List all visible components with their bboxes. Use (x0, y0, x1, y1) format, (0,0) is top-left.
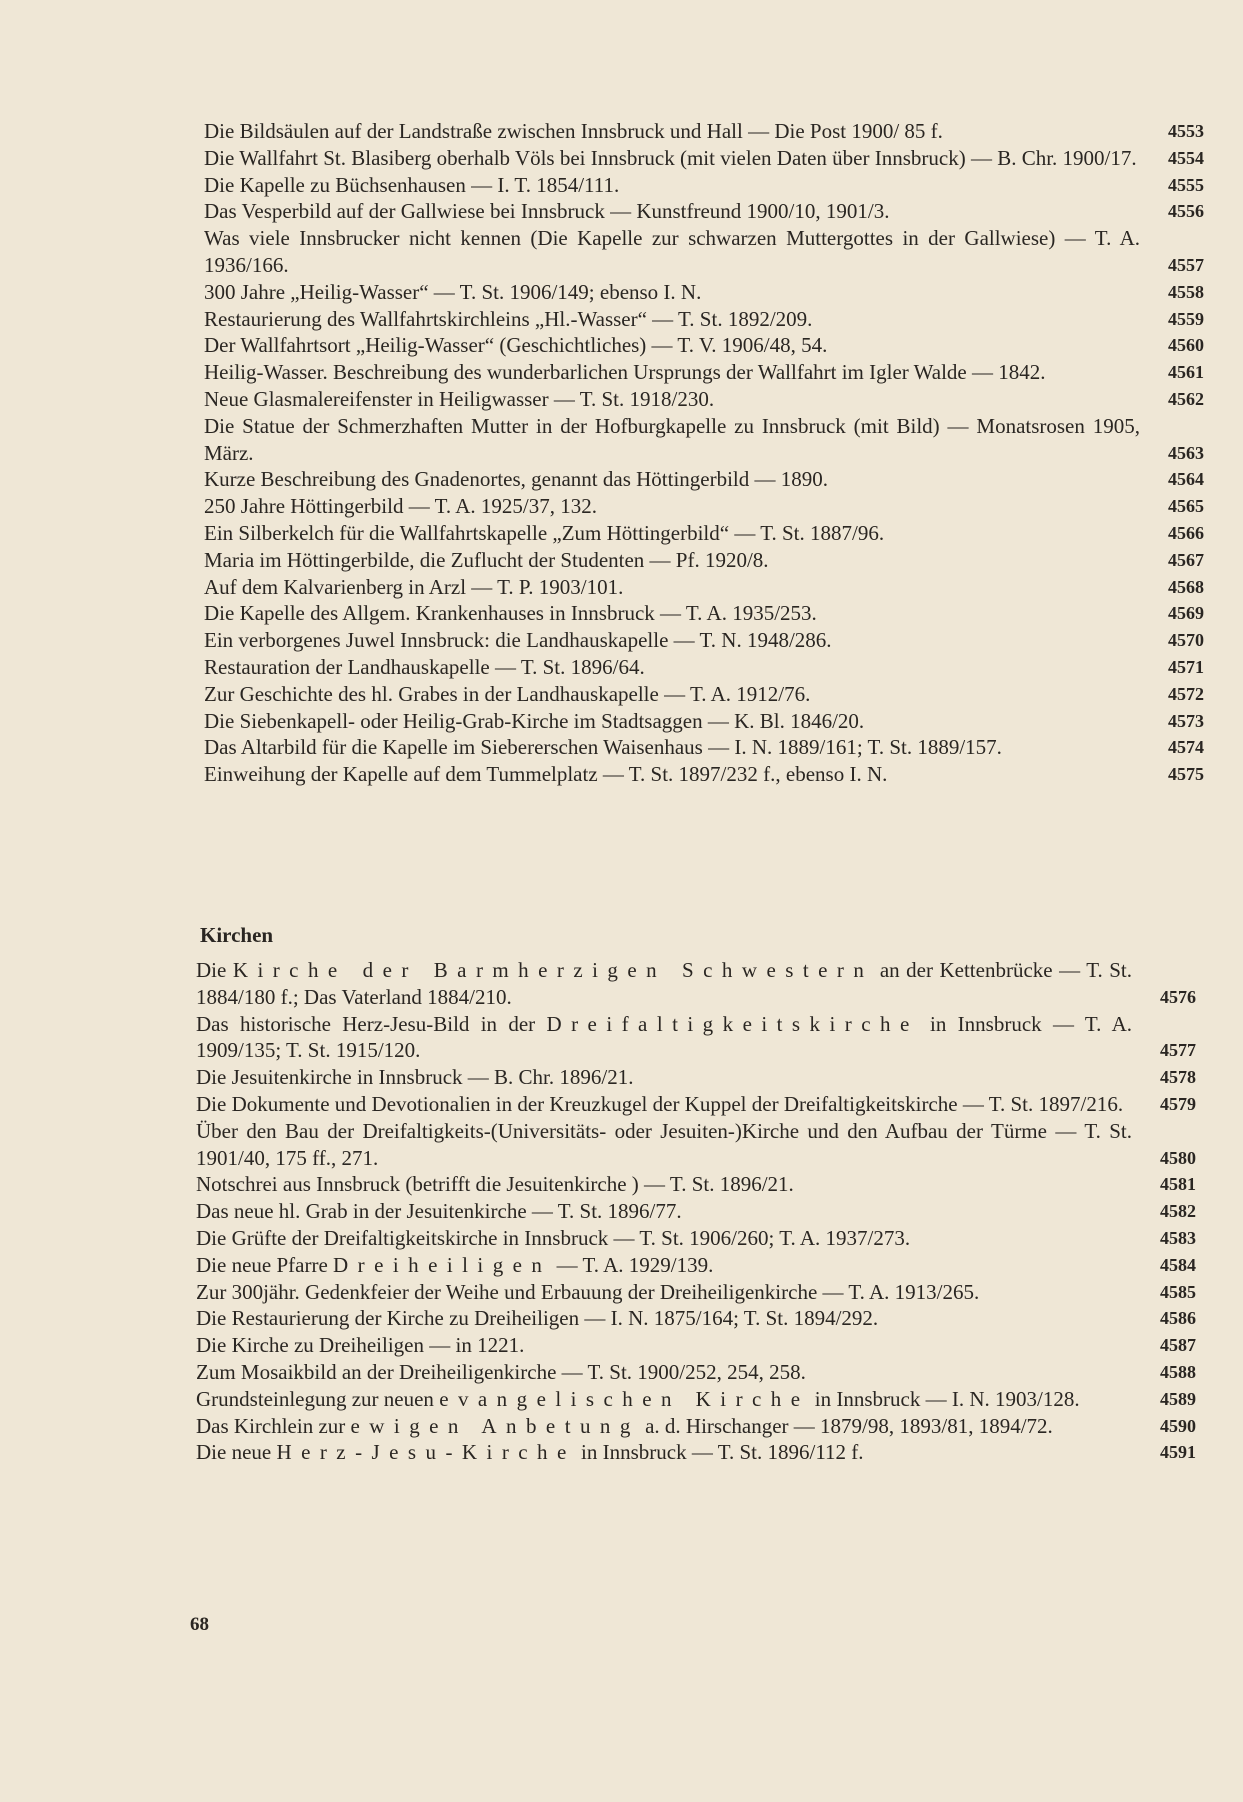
entry-text: Die Kapelle zu Büchsenhausen — I. T. 1854/111. (204, 172, 620, 197)
bibliography-entry (196, 957, 1196, 1011)
entry-text (196, 1413, 1132, 1440)
entry-text-start: Das neue hl. Grab in der Jesuitenkirche — T. St. 1896/77. (196, 1199, 682, 1224)
entry-number: 4558 (1168, 281, 1204, 302)
entry-number: 4584 (1160, 1254, 1196, 1275)
entry-text-start: Die Jesuitenkirche in Innsbruck — B. Chr. 1896/21. (196, 1065, 634, 1090)
entry-number: 4557 (1168, 254, 1204, 275)
bibliography-entry (196, 1305, 1196, 1332)
entry-text-end: an der Kettenbrücke — T. St. 1884/180 f.; Das Vaterland 1884/210. (196, 958, 1132, 1009)
entry-number: 4556 (1168, 201, 1204, 222)
entry-number: 4583 (1160, 1227, 1196, 1248)
entry-number: 4589 (1160, 1388, 1196, 1409)
bibliography-entry (196, 1118, 1196, 1172)
entry-number: 4588 (1160, 1361, 1196, 1382)
entry-number: 4567 (1168, 549, 1204, 570)
entry-text: 250 Jahre Höttingerbild — T. A. 1925/37, 132. (204, 494, 597, 519)
entry-text-end: — T. A. 1929/139. (551, 1252, 714, 1277)
entry-number: 4575 (1168, 764, 1204, 785)
entry-text (196, 1279, 1132, 1306)
bibliography-entry (204, 681, 1204, 708)
page-number: 68 (190, 1614, 209, 1635)
bibliography-entry (204, 145, 1204, 172)
bibliography-entry (204, 734, 1204, 761)
entry-number: 4570 (1168, 630, 1204, 651)
entry-text: Die Statue der Schmerzhaften Mutter in der Hofburgkapelle zu Innsbruck (mit Bild) — Monatsrosen 1905, März. (204, 413, 1140, 465)
entry-number: 4582 (1160, 1201, 1196, 1222)
entry-number: 4587 (1160, 1335, 1196, 1356)
entry-number: 4573 (1168, 710, 1204, 731)
entry-text: Das Vesperbild auf der Gallwiese bei Innsbruck — Kunstfreund 1900/10, 1901/3. (204, 199, 890, 224)
bibliography-entry (196, 1279, 1196, 1306)
entry-text-start: Notschrei aus Innsbruck (betrifft die Jesuitenkirche ) — T. St. 1896/21. (196, 1172, 794, 1197)
entry-number: 4576 (1160, 986, 1196, 1007)
entry-number: 4591 (1160, 1442, 1196, 1463)
entry-text: Maria im Höttingerbilde, die Zuflucht der Studenten — Pf. 1920/8. (204, 547, 769, 572)
entry-text (196, 1118, 1132, 1172)
bibliography-entry (204, 172, 1204, 199)
entry-number: 4553 (1168, 121, 1204, 141)
bibliography-entry (204, 359, 1204, 386)
bibliography-entry (196, 1386, 1196, 1413)
entry-text: Heilig-Wasser. Beschreibung des wunderbarlichen Ursprungs der Wallfahrt im Igler Walde — 1842. (204, 360, 1046, 385)
entry-number: 4586 (1160, 1308, 1196, 1329)
entry-text-start: Grundsteinlegung zur neuen (196, 1386, 440, 1411)
entry-text: 300 Jahre „Heilig-Wasser“ — T. St. 1906/149; ebenso I. N. (204, 279, 702, 304)
entry-text: Restauration der Landhauskapelle — T. St. 1896/64. (204, 654, 645, 679)
bibliography-entry (204, 332, 1204, 359)
entry-spaced-term: Dreiheiligen (333, 1252, 552, 1277)
entry-number: 4569 (1168, 603, 1204, 624)
entry-text-end: a. d. Hirschanger — 1879/98, 1893/81, 1894/72. (639, 1413, 1053, 1438)
entry-number: 4577 (1160, 1040, 1196, 1061)
entry-number: 4571 (1168, 656, 1204, 677)
entry-text (196, 1091, 1132, 1118)
entry-spaced-term: Dreifaltigkeitskirche (546, 1011, 919, 1036)
entry-number: 4572 (1168, 683, 1204, 704)
entry-number: 4590 (1160, 1415, 1196, 1436)
entry-number: 4578 (1160, 1067, 1196, 1088)
bibliography-entry (204, 574, 1204, 601)
entry-text (196, 1252, 1132, 1279)
bibliography-entry (204, 600, 1204, 627)
entry-number: 4574 (1168, 737, 1204, 758)
entry-text: Die Wallfahrt St. Blasiberg oberhalb Völs bei Innsbruck (mit vielen Daten über Innsbruck) — B. Chr. 1900/17. (204, 145, 1137, 170)
bibliography-entry (196, 1439, 1196, 1466)
entry-text-start: Zur 300jähr. Gedenkfeier der Weihe und Erbauung der Dreiheiligenkirche — T. A. 1913/265. (196, 1279, 980, 1304)
entry-text-start: Die Grüfte der Dreifaltigkeitskirche in Innsbruck — T. St. 1906/260; T. A. 1937/273. (196, 1225, 911, 1250)
entry-text: Kurze Beschreibung des Gnadenortes, genannt das Höttingerbild — 1890. (204, 467, 829, 492)
entry-text: Die Kapelle des Allgem. Krankenhauses in Innsbruck — T. A. 1935/253. (204, 601, 817, 626)
entry-text (196, 1171, 1132, 1198)
entry-text-start: Die neue (196, 1440, 277, 1465)
bibliography-entry (204, 118, 1204, 145)
bibliography-entry (196, 1225, 1196, 1252)
bibliography-entry (196, 1413, 1196, 1440)
entry-text (196, 1386, 1132, 1413)
entry-number: 4560 (1168, 335, 1204, 356)
entry-list-churches (196, 957, 1196, 1466)
entry-list-chapels (204, 118, 1204, 788)
bibliography-entry (204, 654, 1204, 681)
entry-text-start: Die neue Pfarre (196, 1252, 334, 1277)
entry-number: 4555 (1168, 174, 1204, 195)
entry-text (196, 1439, 1132, 1466)
bibliography-entry (196, 1011, 1196, 1065)
bibliography-entry (204, 279, 1204, 306)
bibliography-entry (204, 627, 1204, 654)
bibliography-entry (196, 1359, 1196, 1386)
bibliography-entry (196, 1332, 1196, 1359)
entry-text: Restaurierung des Wallfahrtskirchleins „Hl.-Wasser“ — T. St. 1892/209. (204, 306, 813, 331)
entry-number: 4561 (1168, 362, 1204, 383)
entry-number: 4566 (1168, 522, 1204, 543)
entry-text (196, 1225, 1132, 1252)
entry-text (196, 1011, 1132, 1065)
entry-spaced-term: Herz-Jesu-Kirche (276, 1440, 576, 1465)
bibliography-entry (204, 225, 1204, 279)
entry-text-start: Zum Mosaikbild an der Dreiheiligenkirche — T. St. 1900/252, 254, 258. (196, 1359, 806, 1384)
bibliography-entry (204, 386, 1204, 413)
bibliography-entry (196, 1198, 1196, 1225)
entry-number: 4579 (1160, 1093, 1196, 1114)
bibliography-entry (204, 466, 1204, 493)
entry-number: 4585 (1160, 1281, 1196, 1302)
bibliography-entry (196, 1091, 1196, 1118)
entry-text (196, 1305, 1132, 1332)
entry-spaced-term: Kirche der Barmherzigen Schwestern (232, 958, 874, 982)
entry-text (196, 1332, 1132, 1359)
bibliography-entry (196, 1171, 1196, 1198)
entry-number: 4562 (1168, 388, 1204, 409)
entry-text: Neue Glasmalereifenster in Heiligwasser — T. St. 1918/230. (204, 386, 715, 411)
entry-text: Der Wallfahrtsort „Heilig-Wasser“ (Geschichtliches) — T. V. 1906/48, 54. (204, 333, 828, 358)
entry-number: 4581 (1160, 1174, 1196, 1195)
entry-number: 4580 (1160, 1147, 1196, 1168)
entry-spaced-term: evangelischen Kirche (439, 1386, 810, 1411)
entry-number: 4563 (1168, 442, 1204, 463)
entry-text: Was viele Innsbrucker nicht kennen (Die Kapelle zur schwarzen Muttergottes in der Gallwiese) — T. A. 1936/166. (204, 226, 1140, 277)
entry-number: 4564 (1168, 469, 1204, 490)
entry-text: Einweihung der Kapelle auf dem Tummelplatz — T. St. 1897/232 f., ebenso I. N. (204, 762, 888, 787)
bibliography-entry (204, 493, 1204, 520)
bibliography-entry (196, 1252, 1196, 1279)
bibliography-entry (204, 708, 1204, 735)
entry-text-start: Das historische Herz-Jesu-Bild in der (196, 1011, 547, 1036)
entry-number: 4565 (1168, 496, 1204, 517)
entry-text-start: Über den Bau der Dreifaltigkeits-(Universitäts- oder Jesuiten-)Kirche und den Aufbau der Türme — T. St. 1901/40, 175 ff., 271. (196, 1118, 1132, 1170)
section-heading: Kirchen (200, 923, 274, 947)
bibliography-entry (204, 547, 1204, 574)
entry-text: Ein Silberkelch für die Wallfahrtskapelle „Zum Höttingerbild“ — T. St. 1887/96. (204, 520, 885, 545)
entry-text-start: Das Kirchlein zur (196, 1413, 351, 1438)
entry-text-end: in Innsbruck — T. St. 1896/112 f. (575, 1440, 864, 1465)
entry-text-end: in Innsbruck — I. N. 1903/128. (809, 1386, 1080, 1411)
entry-text-end: in Innsbruck — T. A. 1909/135; T. St. 1915/120. (196, 1011, 1132, 1063)
entry-text: Auf dem Kalvarienberg in Arzl — T. P. 1903/101. (204, 574, 624, 599)
entry-text (196, 1359, 1132, 1386)
entry-number: 4568 (1168, 576, 1204, 597)
bibliography-entry (204, 761, 1204, 788)
entry-text: Das Altarbild für die Kapelle im Siebererschen Waisenhaus — I. N. 1889/161; T. St. 1889/157. (204, 735, 1002, 760)
bibliography-entry (204, 306, 1204, 333)
bibliography-entry (204, 198, 1204, 225)
entry-text-start: Die Kirche zu Dreiheiligen — in 1221. (196, 1333, 525, 1358)
entry-text (196, 1198, 1132, 1225)
bibliography-entry (196, 1064, 1196, 1091)
entry-text: Ein verborgenes Juwel Innsbruck: die Landhauskapelle — T. N. 1948/286. (204, 628, 832, 653)
entry-text-start: Die Restaurierung der Kirche zu Dreiheiligen — I. N. 1875/164; T. St. 1894/292. (196, 1306, 879, 1331)
entry-text-start: Die (196, 958, 233, 982)
bibliography-entry (204, 520, 1204, 547)
entry-text: Zur Geschichte des hl. Grabes in der Landhauskapelle — T. A. 1912/76. (204, 681, 811, 706)
entry-text-start: Die Dokumente und Devotionalien in der Kreuzkugel der Kuppel der Dreifaltigkeitskirche — T. St. 1897/216. (196, 1091, 1124, 1116)
entry-number: 4554 (1168, 147, 1204, 168)
entry-text (196, 1064, 1132, 1091)
entry-number: 4559 (1168, 308, 1204, 329)
entry-text: Die Bildsäulen auf der Landstraße zwischen Innsbruck und Hall — Die Post 1900/ 85 f. (204, 119, 943, 143)
entry-text: Die Siebenkapell- oder Heilig-Grab-Kirche im Stadtsaggen — K. Bl. 1846/20. (204, 708, 865, 733)
entry-spaced-term: ewigen Anbetung (350, 1413, 640, 1438)
entry-text (196, 957, 1132, 1011)
bibliography-entry (204, 413, 1204, 467)
